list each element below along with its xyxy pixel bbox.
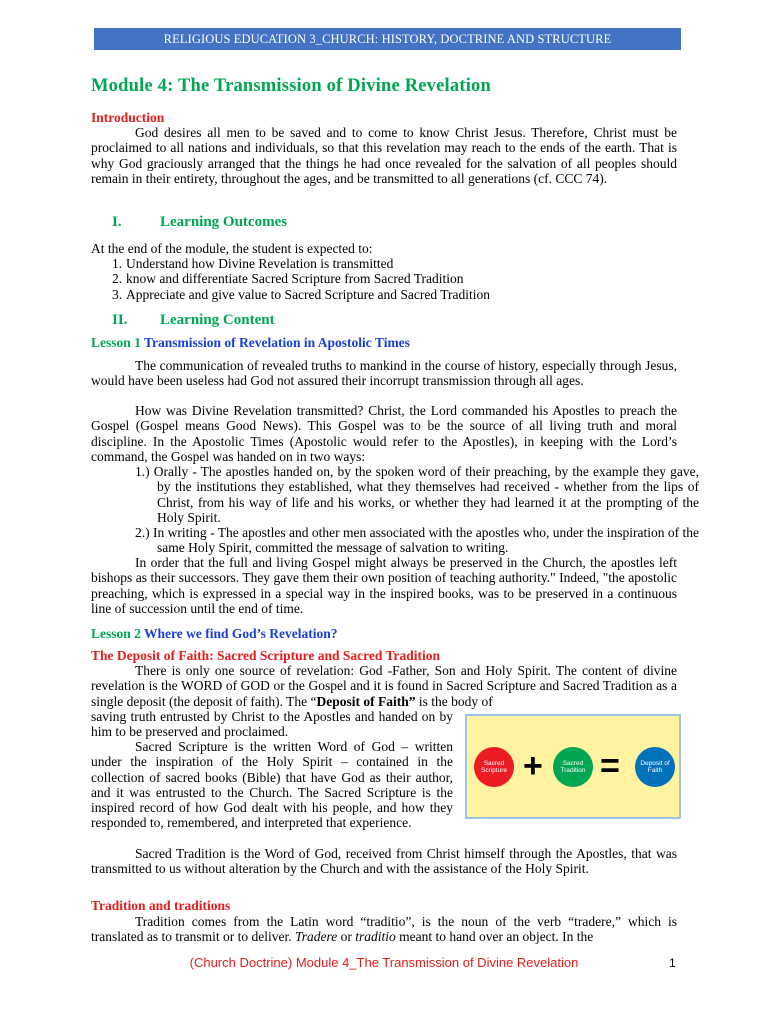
- transmission-way-writing: [135, 525, 699, 556]
- sacred-tradition-circle: [553, 747, 593, 787]
- paragraph-text: or: [337, 929, 356, 945]
- lesson-1-paragraph-1: The communication of revealed truths to mankind in the course of history, especially through Jesus, would have been useless had God not assured their incorrupt transmission through all ages.: [91, 358, 677, 389]
- lesson-2-paragraph-1-continued: saving truth entrusted by Christ to the Apostles and handed on by him to be preserved and proclaimed.: [91, 709, 453, 740]
- circle-label: Deposit of Faith: [640, 759, 670, 774]
- section-number: II.: [112, 312, 128, 328]
- sacred-scripture-paragraph: Sacred Scripture is the written Word of God – written under the inspiration of the Holy Spirit – contained in the collection of sacred books (Bible) that have God as their author, and it was entrusted to the Church. The Sacred Scripture is the inspired record of how God dealt with his people, and how they responded to, remembered, and interpreted that experience.: [91, 739, 453, 831]
- lesson-title: Transmission of Revelation in Apostolic Times: [144, 335, 410, 350]
- item-number: 2.): [135, 525, 150, 540]
- outcomes-list: [112, 256, 490, 302]
- page-footer: (Church Doctrine) Module 4_The Transmission of Divine Revelation: [189, 955, 579, 970]
- lesson-2-paragraph-1: [91, 663, 677, 709]
- transmission-way-orally: [135, 464, 699, 525]
- list-item: [112, 287, 490, 302]
- paragraph-text: Tradition comes from the Latin word “traditio”, is the noun of the verb “tradere,” which is translated as to transmit or to deliver.: [91, 914, 677, 945]
- item-number: 3.: [112, 286, 123, 302]
- item-text: Orally - The apostles handed on, by the spoken word of their preaching, by the example they gave, by the institutions they established, what they themselves had received - whether from the lips of Christ, from his way of life and his works, or whether they had learned it at the prompting of the Holy Spirit.: [153, 464, 700, 525]
- lesson-2-heading: [91, 626, 338, 642]
- paragraph-text: is the body of: [415, 693, 493, 709]
- introduction-text: God desires all men to be saved and to come to know Christ Jesus. Therefore, Christ must be proclaimed to all nations and individuals, so that this revelation may reach to the ends of the earth. That is why God graciously arranged that the things he had once revealed for the salvation of all peoples should remain in their entirety, throughout the ages, and be transmitted to all generations (cf. CCC 74).: [91, 125, 677, 186]
- sacred-tradition-paragraph: Sacred Tradition is the Word of God, received from Christ himself through the Apostles, that was transmitted to us without alteration by the Church and with the assistance of the Holy Spirit.: [91, 846, 677, 877]
- outcomes-lead: At the end of the module, the student is expected to:: [91, 241, 373, 256]
- lesson-label: Lesson 2: [91, 626, 141, 641]
- tradition-paragraph: [91, 914, 677, 945]
- item-text: Understand how Divine Revelation is transmitted: [126, 256, 394, 271]
- tradition-heading: Tradition and traditions: [91, 898, 231, 913]
- circle-label: Sacred Tradition: [560, 759, 586, 774]
- item-number: 1.: [112, 256, 123, 271]
- section-title: Learning Outcomes: [160, 214, 288, 230]
- list-item: [112, 271, 490, 286]
- learning-outcomes-heading: [112, 214, 287, 231]
- page-header-banner: RELIGIOUS EDUCATION 3_CHURCH: HISTORY, DOCTRINE AND STRUCTURE: [94, 28, 681, 50]
- item-number: 2.: [112, 271, 123, 287]
- plus-icon: +: [523, 747, 543, 785]
- equals-icon: =: [600, 747, 620, 785]
- item-text: Appreciate and give value to Sacred Scripture and Sacred Tradition: [126, 286, 491, 302]
- item-text: In writing - The apostles and other men associated with the apostles who, under the inspiration of the same Holy Spirit, committed the message of salvation to writing.: [153, 525, 700, 556]
- introduction-heading: Introduction: [91, 110, 165, 125]
- item-number: 1.): [135, 464, 150, 479]
- latin-term: traditio: [355, 929, 396, 945]
- lesson-1-paragraph-2: How was Divine Revelation transmitted? Christ, the Lord commanded his Apostles to preach the Gospel (Gospel means Good News). This Gospel was to be the source of all living truth and moral discipline. In the Apostolic Times (Apostolic would refer to the Apostles), in keeping with the Lord’s command, the Gospel was handed on in two ways:: [91, 403, 677, 464]
- section-title: Learning Content: [160, 312, 275, 328]
- deposit-of-faith-diagram: [465, 714, 681, 819]
- learning-content-heading: [112, 312, 275, 329]
- section-number: I.: [112, 214, 122, 230]
- paragraph-text: meant to hand over an object. In the: [395, 929, 594, 945]
- lesson-label: Lesson 1: [91, 335, 141, 350]
- lesson-1-paragraph-3: In order that the full and living Gospel might always be preserved in the Church, the apostles left bishops as their successors. They gave them their own position of teaching authority." Indeed, "the apostolic preaching, which is expressed in a special way in the inspired books, was to be preserved in a continuous line of succession until the end of time.: [91, 555, 677, 616]
- circle-label: Sacred Scripture: [480, 759, 507, 774]
- lesson-title: Where we find God’s Revelation?: [144, 626, 338, 641]
- list-item: [112, 256, 490, 271]
- sacred-scripture-circle: [474, 747, 514, 787]
- item-text: know and differentiate Sacred Scripture from Sacred Tradition: [126, 271, 464, 287]
- lesson-1-heading: [91, 335, 410, 351]
- latin-term: Tradere: [294, 929, 338, 945]
- paragraph-text: There is only one source of revelation: God -Father, Son and Holy Spirit. The content of divine revelation is the WORD of GOD or the Gospel and it is found in Sacred Scripture and Sacred Tradition as a single deposit (the deposit of faith). The “: [91, 663, 677, 709]
- deposit-of-faith-circle: [635, 747, 675, 787]
- page-title: Module 4: The Transmission of Divine Revelation: [91, 76, 491, 96]
- deposit-of-faith-term: Deposit of Faith”: [316, 693, 416, 709]
- deposit-of-faith-heading: The Deposit of Faith: Sacred Scripture and Sacred Tradition: [91, 648, 441, 663]
- page-number: 1: [669, 956, 676, 970]
